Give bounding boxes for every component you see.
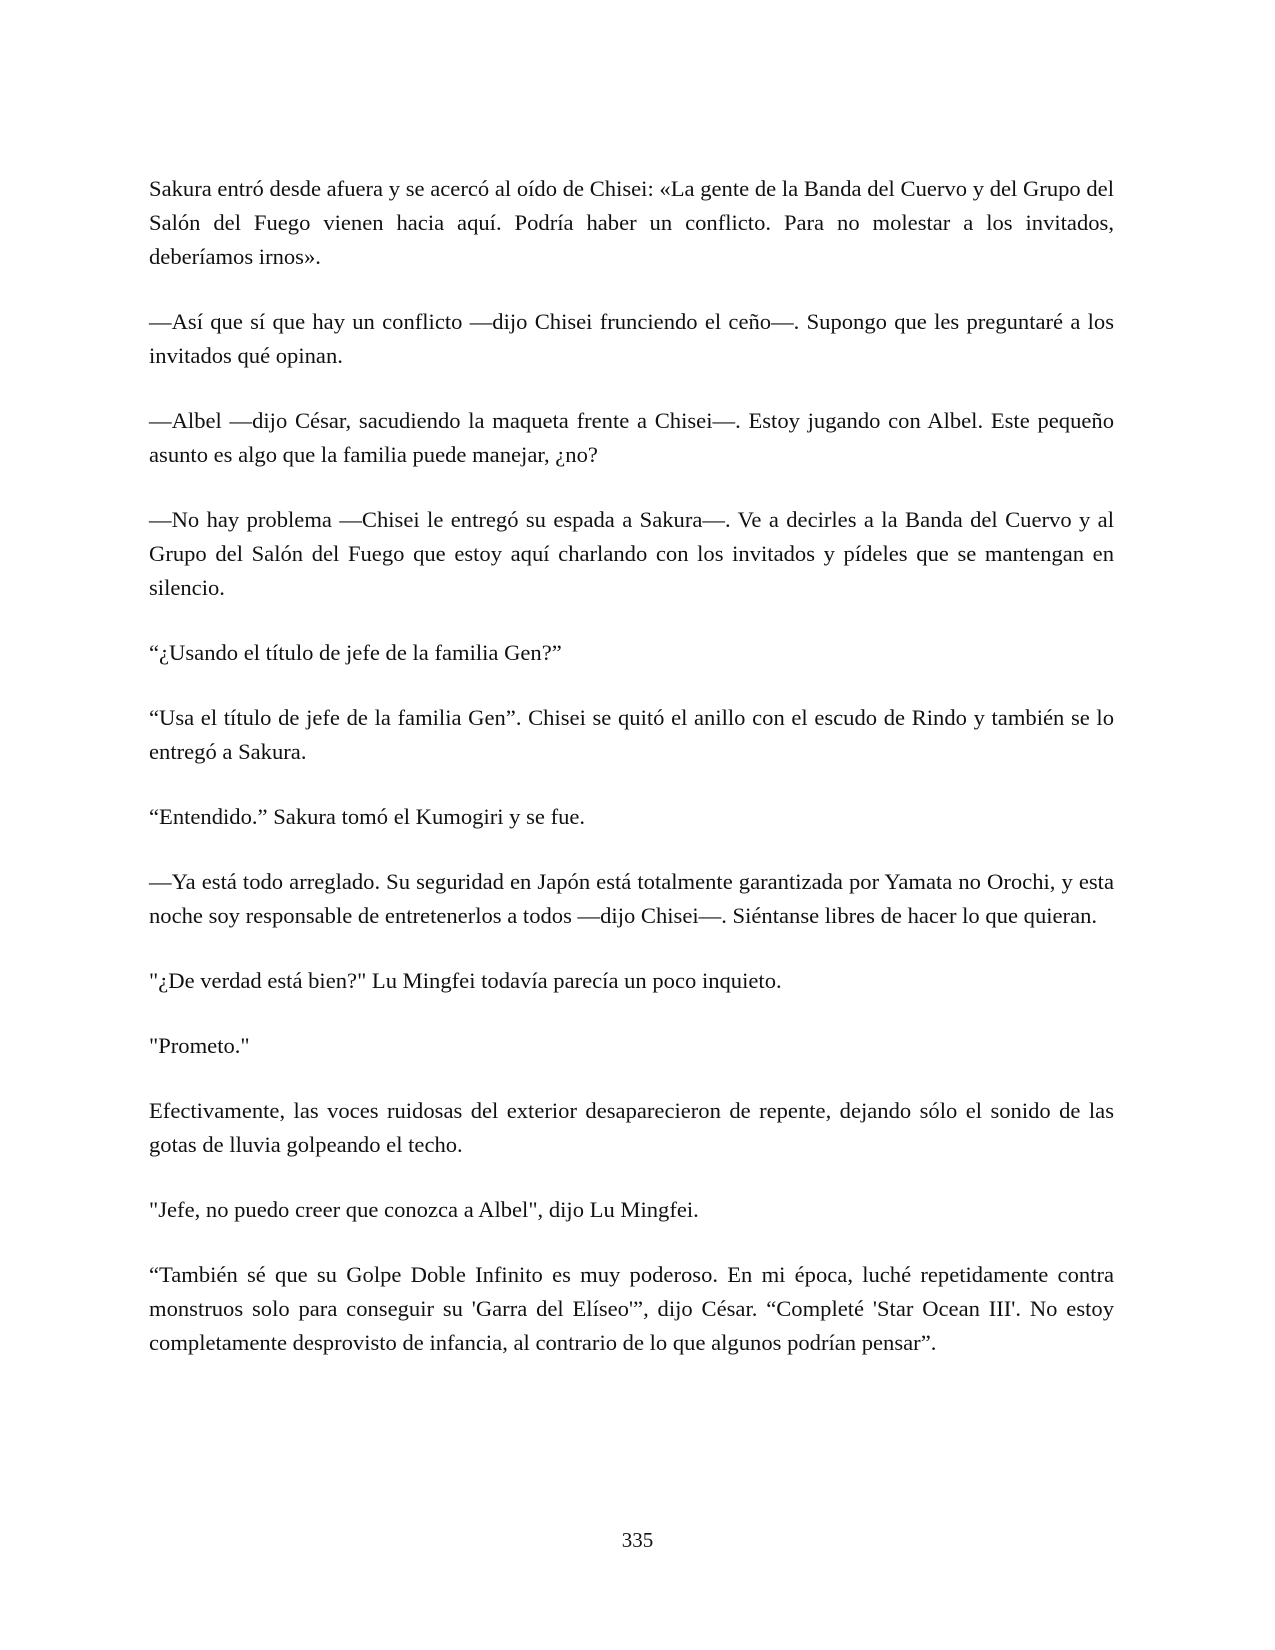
- paragraph: "¿De verdad está bien?" Lu Mingfei todavía parecía un poco inquieto.: [149, 968, 782, 993]
- paragraph: "Prometo.": [149, 1033, 250, 1058]
- page-number: 335: [621, 1528, 654, 1552]
- paragraph: “También sé que su Golpe Doble Infinito es muy poderoso. En mi época, luché repetidamente contra monstruos solo para conseguir su 'Garra del Elíseo'”, dijo César. “Completé 'Star Ocean III'. No estoy completamente desprovisto de infancia, al contrario de lo que algunos podrían pensar”.: [149, 1262, 1114, 1355]
- paragraph: “Entendido.” Sakura tomó el Kumogiri y se fue.: [149, 804, 586, 829]
- paragraph: —Ya está todo arreglado. Su seguridad en Japón está totalmente garantizada por Yamata no Orochi, y esta noche soy responsable de entretenerlos a todos —dijo Chisei—. Siéntanse libres de hacer lo que quieran.: [149, 869, 1114, 928]
- paragraph: "Jefe, no puedo creer que conozca a Albel", dijo Lu Mingfei.: [149, 1197, 699, 1222]
- paragraph: “Usa el título de jefe de la familia Gen”. Chisei se quitó el anillo con el escudo de Rindo y también se lo entregó a Sakura.: [149, 705, 1114, 764]
- paragraph: —Así que sí que hay un conflicto —dijo Chisei frunciendo el ceño—. Supongo que les preguntaré a los invitados qué opinan.: [149, 309, 1114, 368]
- page-body: [149, 172, 1114, 1391]
- paragraph: —Albel —dijo César, sacudiendo la maqueta frente a Chisei—. Estoy jugando con Albel. Este pequeño asunto es algo que la familia puede manejar, ¿no?: [149, 408, 1114, 467]
- paragraph: “¿Usando el título de jefe de la familia Gen?”: [149, 640, 562, 665]
- paragraph: —No hay problema —Chisei le entregó su espada a Sakura—. Ve a decirles a la Banda del Cuervo y al Grupo del Salón del Fuego que estoy aquí charlando con los invitados y pídeles que se mantengan en silencio.: [149, 507, 1114, 600]
- paragraph: Sakura entró desde afuera y se acercó al oído de Chisei: «La gente de la Banda del Cuervo y del Grupo del Salón del Fuego vienen hacia aquí. Podría haber un conflicto. Para no molestar a los invitados, deberíamos irnos».: [149, 176, 1114, 269]
- paragraph: Efectivamente, las voces ruidosas del exterior desaparecieron de repente, dejando sólo el sonido de las gotas de lluvia golpeando el techo.: [149, 1098, 1114, 1157]
